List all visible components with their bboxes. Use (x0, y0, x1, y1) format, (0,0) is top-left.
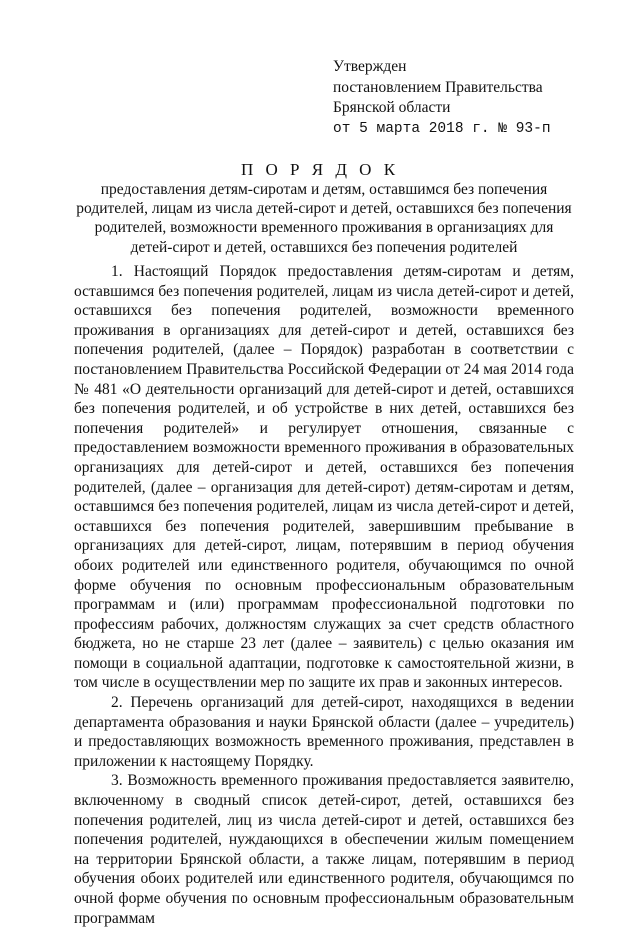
document-body (74, 262, 574, 928)
approval-line: Брянской области (333, 99, 451, 116)
approval-date-line: от 5 марта 2018 г. № 93-п (333, 120, 551, 137)
paragraph-2: 2. Перечень организаций для детей-сирот, находящихся в ведении департамента образования и науки Брянской области (далее – учредитель) и предоставляющих возможность временного проживания, представлен в приложении к настоящему Порядку. (74, 694, 574, 770)
approval-block (333, 57, 623, 139)
document-title: П О Р Я Д О К (240, 160, 400, 179)
paragraph-3: 3. Возможность временного проживания предоставляется заявителю, включенному в сводный список детей-сирот, детей, оставшихся без попечения родителей, лиц из числа детей-сирот и детей, оставшихся без попечения родителей, нуждающихся в обеспечении жилым помещением на территории Брянской области, а также лицам, потерявшим в период обучения обоих родителей или единственного родителя, обучающимся по очной форме обучения по основным профессиональным образовательным программам (74, 772, 574, 927)
approval-line: постановлением Правительства (333, 78, 543, 96)
paragraph-1: 1. Настоящий Порядок предоставления детям-сиротам и детям, оставшимся без попечения родителей, лицам из числа детей-сирот и детей, оставшихся без попечения родителей, возможности временного проживания в организациях для детей-сирот и детей, оставшихся без попечения родителей, (далее – Порядок) разработан в соответствии с постановлением Правительства Российской Федерации от 24 мая 2014 года № 481 «О деятельности организаций для детей-сирот и детей, оставшихся без попечения родителей, и об устройстве в них детей, оставшихся без попечения родителей» и регулирует отношения, связанные с предоставлением возможности временного проживания в образовательных организациях для детей-сирот и детей, оставшихся без попечения родителей, (далее – организация для детей-сирот) детям-сиротам и детям, оставшимся без попечения родителей, лицам из числа детей-сирот и детей, оставшихся без попечения родителей, завершившим пребывание в организациях для детей-сирот, лицам, потерявшим в период обучения обоих родителей или единственного родителя, обучающимся по очной форме обучения по основным профессиональным образовательным программам и (или) программам профессиональной подготовки по профессиям рабочих, должностям служащих за счет средств областного бюджета, но не старше 23 лет (далее – заявитель) с целью оказания им помощи в социальной адаптации, подготовке к самостоятельной жизни, в том числе в осуществлении мер по защите их прав и законных интересов. (74, 263, 574, 692)
approval-line: Утвержден (333, 58, 407, 75)
document-subtitle: предоставления детям-сиротам и детям, оставшимся без попечения родителей, лицам из числа детей-сирот и детей, оставшихся без попечения родителей, возможности временного проживания в организациях для детей-сирот и детей, оставшихся без попечения родителей (76, 181, 572, 256)
